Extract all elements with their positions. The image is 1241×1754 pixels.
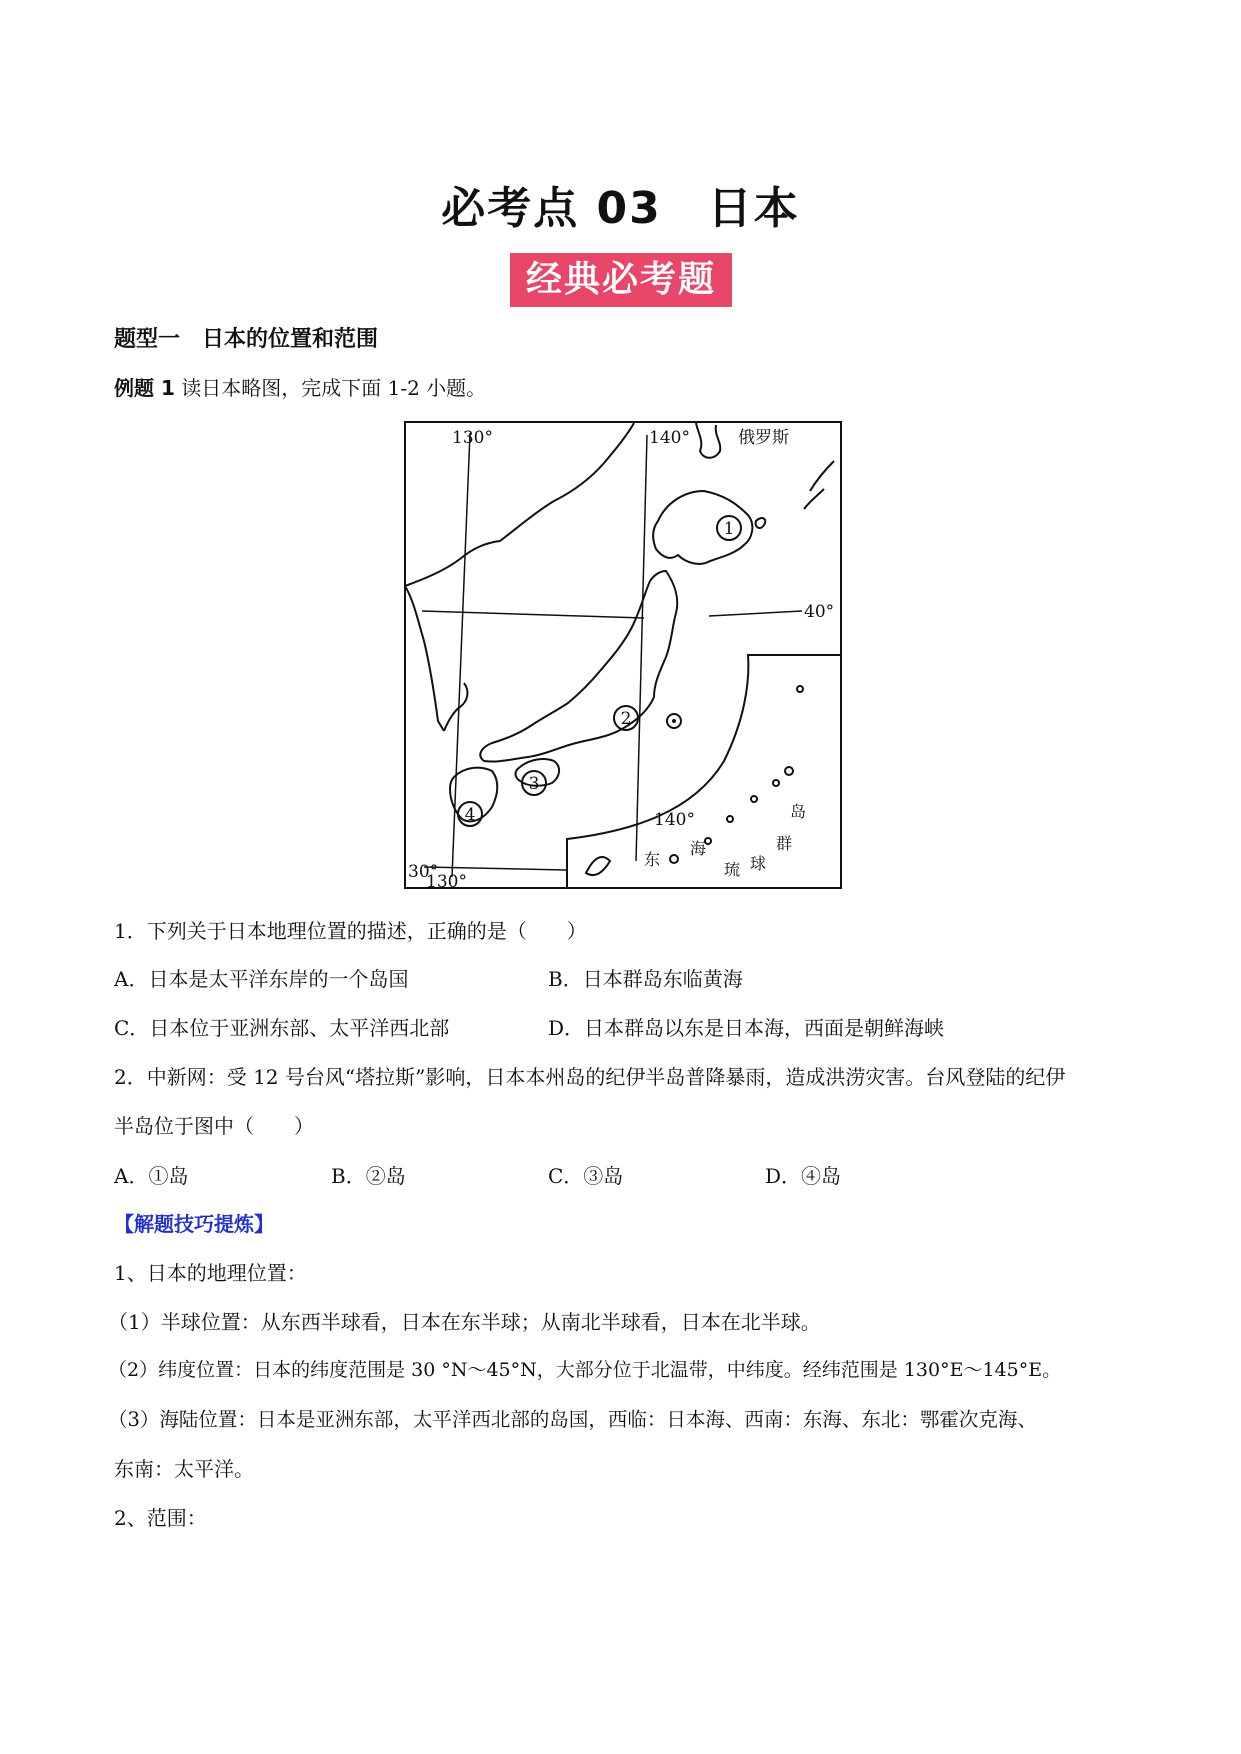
marker-1: 1 [723,519,735,539]
ryukyu-islet-a [785,767,793,775]
ryukyu-islet-d [727,816,733,822]
korea-tip [444,683,467,731]
islet-1 [756,518,766,528]
kuril-islands [804,461,834,509]
label-40: 40° [804,602,835,622]
label-dong: 东 [644,850,661,869]
label-dao: 岛 [790,802,807,821]
tips-p3: （2）纬度位置：日本的纬度范围是 30 °N～45°N，大部分位于北温带，中纬度。经纬范围是 130°E～145°E。 [108,1359,1062,1381]
korea-coast [405,586,444,731]
ryukyu-islet-b [773,780,779,786]
label-130-bottom: 130° [426,872,467,889]
tips-p5: 2、范围： [114,1506,207,1530]
taiwan [586,857,610,875]
label-liu: 琉 [724,860,741,879]
honshu [480,571,677,762]
q1-option-c[interactable]: C．日本位于亚洲东部、太平洋西北部 [114,1016,450,1040]
tips-p4a: （3）海陆位置：日本是亚洲东部，太平洋西北部的岛国，西临：日本海、西南：东海、东北：鄂霍次克海、 [108,1408,1037,1431]
label-qiu: 球 [750,854,767,873]
continent-coast [405,423,634,586]
label-140-inset: 140° [654,810,695,830]
q1-option-a[interactable]: A．日本是太平洋东岸的一个岛国 [114,967,409,991]
label-russia: 俄罗斯 [738,428,789,448]
tips-p1: 1、日本的地理位置： [114,1261,307,1285]
parallel-30 [424,867,566,870]
label-140-top: 140° [649,428,690,448]
tips-p4b: 东南：太平洋。 [114,1457,254,1481]
q1-stem: 1．下列关于日本地理位置的描述，正确的是（ ） [114,919,587,943]
q1-option-d[interactable]: D．日本群岛以东是日本海，西面是朝鲜海峡 [548,1016,945,1040]
q2-option-c[interactable]: C．③岛 [548,1164,624,1188]
page-title: 必考点 03 日本 [441,183,800,234]
label-qun: 群 [776,834,793,853]
sakhalin [696,423,720,458]
parallel-40-west [422,611,644,618]
q2-stem-line2: 半岛位于图中（ ） [114,1114,314,1138]
tips-heading: 【解题技巧提炼】 [114,1212,274,1236]
q1-option-b[interactable]: B．日本群岛东临黄海 [548,967,743,991]
label-130-top: 130° [452,428,493,448]
q2-option-a[interactable]: A．①岛 [114,1164,189,1188]
japan-map [404,421,842,889]
ryukyu-islet-f [670,855,678,863]
q2-stem-line1: 2．中新网：受 12 号台风“塔拉斯”影响，日本本州岛的纪伊半岛普降暴雨，造成洪涝灾害。台风登陆的纪伊 [114,1065,1066,1089]
marker-3: 3 [528,774,540,794]
meridian-140 [636,435,647,861]
label-30: 30° [408,862,439,882]
tips-p2: （1）半球位置：从东西半球看，日本在东半球；从南北半球看，日本在北半球。 [108,1310,821,1334]
pacific-islet [797,686,803,692]
hokkaido [653,491,752,564]
example-line [114,372,486,401]
example-text: 读日本略图，完成下面 1-2 小题。 [181,376,487,400]
ryukyu-islet-c [751,796,757,802]
example-label: 例题 1 [114,376,175,400]
parallel-40-east [709,611,802,616]
q2-option-b[interactable]: B．②岛 [331,1164,406,1188]
marker-4: 4 [464,805,476,825]
q2-option-d[interactable]: D．④岛 [765,1164,842,1188]
section-heading: 题型一 日本的位置和范围 [114,327,379,352]
classic-badge: 经典必考题 [510,253,732,307]
label-hai: 海 [690,839,707,858]
marker-2: 2 [620,709,632,729]
